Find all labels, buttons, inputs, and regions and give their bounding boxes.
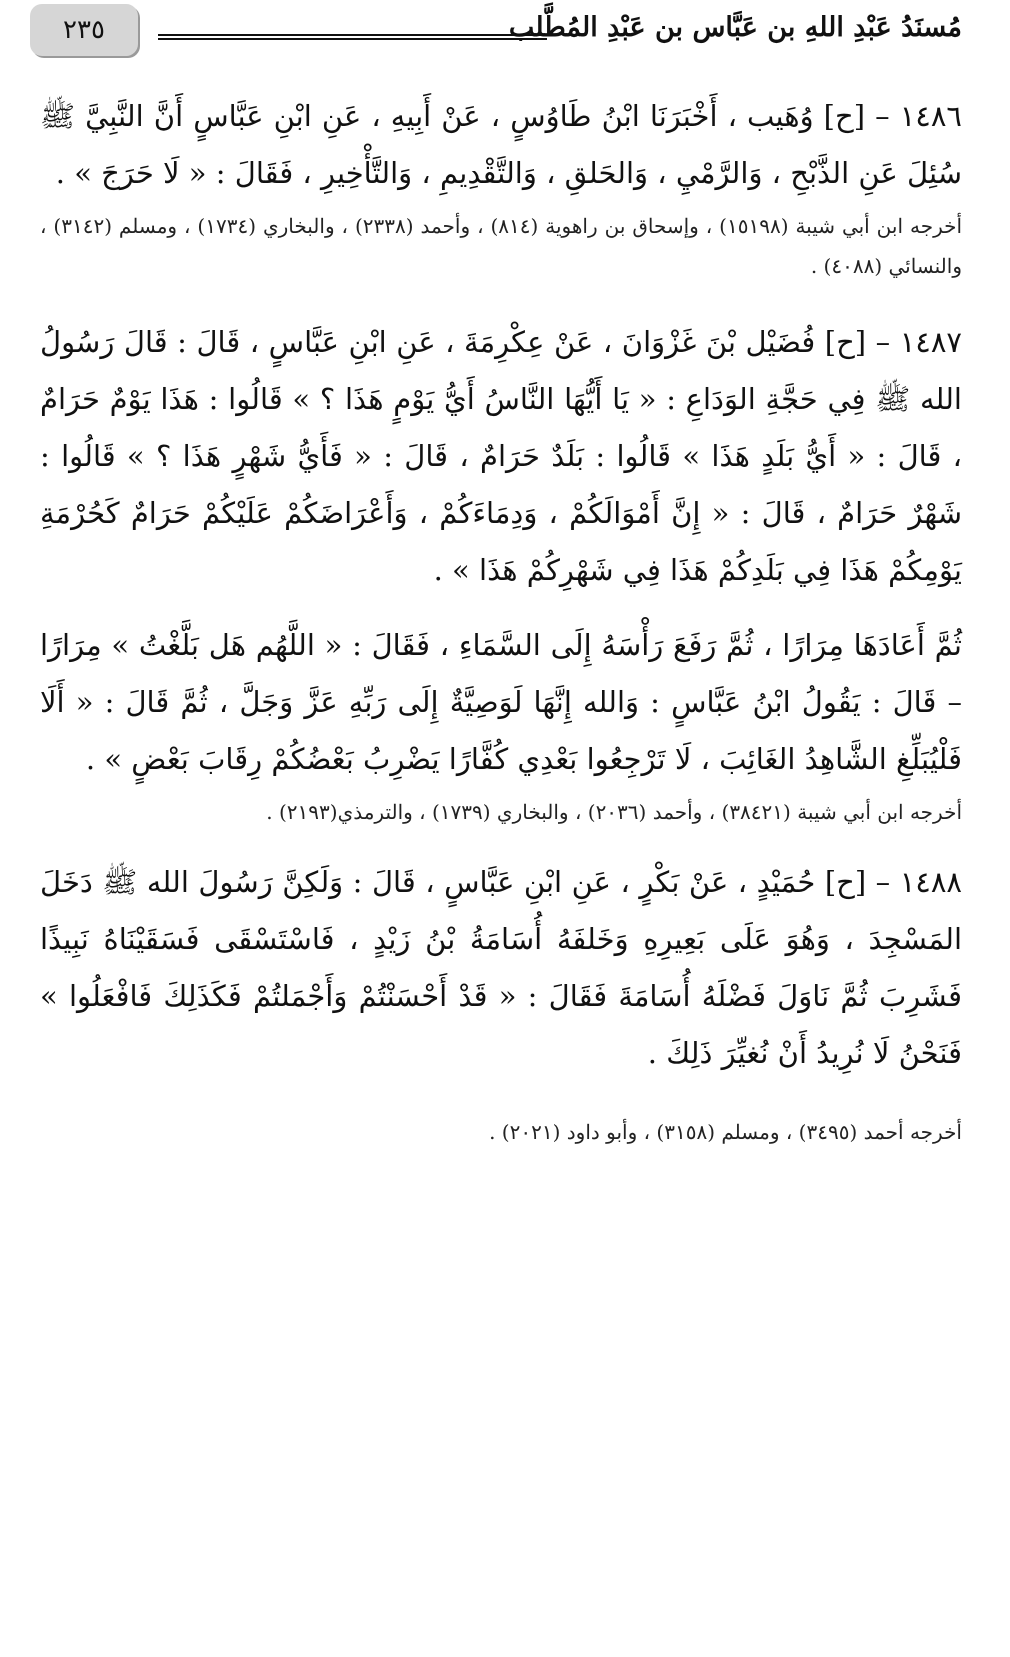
page-number: ٢٣٥ (30, 4, 138, 56)
page-content (40, 88, 962, 1152)
hadith-1488-takhrij: أخرجه أحمد (٣٤٩٥) ، ومسلم (٣١٥٨) ، وأبو داود (٢٠٢١) . (489, 1120, 962, 1144)
hadith-1486: ١٤٨٦ – [ح] وُهَيب ، أَخْبَرَنَا ابْنُ طَاوُسٍ ، عَنْ أَبِيهِ ، عَنِ ابْنِ عَبَّاسٍ أَنَّ النَّبِيَّ ﷺ سُئِلَ عَنِ الذَّبْحِ ، وَالرَّمْيِ ، وَالحَلقِ ، وَالتَّقْدِيمِ ، وَالتَّأْخِيرِ ، فَقَالَ : « لَا حَرَجَ » . (40, 99, 962, 190)
hadith-1488: ١٤٨٨ – [ح] حُمَيْدٍ ، عَنْ بَكْرٍ ، عَنِ ابْنِ عَبَّاسٍ ، قَالَ : وَلَكِنَّ رَسُولَ الله ﷺ دَخَلَ المَسْجِدَ ، وَهُوَ عَلَى بَعِيرِهِ وَخَلفَهُ أُسَامَةُ بْنُ زَيْدٍ ، فَاسْتَسْقَى فَسَقَيْنَاهُ نَبِيذًا فَشَرِبَ ثُمَّ نَاوَلَ فَضْلَهُ أُسَامَةَ فَقَالَ : « قَدْ أَحْسَنْتُمْ وَأَجْمَلتُمْ فَكَذَلِكَ فَافْعَلُوا » فَنَحْنُ لَا نُرِيدُ أَنْ نُغيِّرَ ذَلِكَ . (40, 865, 962, 1070)
hadith-1486-takhrij: أخرجه ابن أبي شيبة (١٥١٩٨) ، وإسحاق بن راهوية (٨١٤) ، وأحمد (٢٣٣٨) ، والبخاري (١٧٣٤) ، ومسلم (٣١٤٢) ، والنسائي (٤٠٨٨) . (40, 214, 963, 278)
running-title: مُسنَدُ عَبْدِ اللهِ بن عَبَّاس بن عَبْدِ المُطَّلب (508, 12, 962, 43)
page-header (30, 4, 962, 60)
hadith-1487-continuation: ثُمَّ أَعَادَهَا مِرَارًا ، ثُمَّ رَفَعَ رَأْسَهُ إِلَى السَّمَاءِ ، فَقَالَ : « اللَّهُم هَل بَلَّغْتُ » مِرَارًا – قَالَ : يَقُولُ ابْنُ عَبَّاسٍ : وَالله إِنَّهَا لَوَصِيَّةٌ إِلَى رَبِّهِ عَزَّ وَجَلَّ ، ثُمَّ قَالَ : « أَلَا فَلْيُبَلِّغِ الشَّاهِدُ الغَائِبَ ، لَا تَرْجِعُوا بَعْدِي كُفَّارًا يَضْرِبُ بَعْضُكُمْ رِقَابَ بَعْضٍ » . (40, 628, 962, 776)
header-rule (158, 34, 547, 40)
hadith-1487: ١٤٨٧ – [ح] فُضَيْل بْنَ غَزْوَانَ ، عَنْ عِكْرِمَةَ ، عَنِ ابْنِ عَبَّاسٍ ، قَالَ : قَالَ رَسُولُ الله ﷺ فِي حَجَّةِ الوَدَاعِ : « يَا أَيُّهَا النَّاسُ أَيُّ يَوْمٍ هَذَا ؟ » قَالُوا : هَذَا يَوْمٌ حَرَامٌ ، قَالَ : « أَيُّ بَلَدٍ هَذَا » قَالُوا : بَلَدٌ حَرَامٌ ، قَالَ : « فَأَيُّ شَهْرٍ هَذَا ؟ » قَالُوا : شَهْرٌ حَرَامٌ ، قَالَ : « إِنَّ أَمْوَالَكُمْ ، وَدِمَاءَكُمْ ، وَأَعْرَاضَكُمْ عَلَيْكُمْ حَرَامٌ كَحُرْمَةِ يَوْمِكُمْ هَذَا فِي بَلَدِكُمْ هَذَا فِي شَهْرِكُمْ هَذَا » . (40, 325, 962, 587)
hadith-1487-takhrij: أخرجه ابن أبي شيبة (٣٨٤٢١) ، وأحمد (٢٠٣٦) ، والبخاري (١٧٣٩) ، والترمذي(٢١٩٣) . (266, 800, 962, 824)
